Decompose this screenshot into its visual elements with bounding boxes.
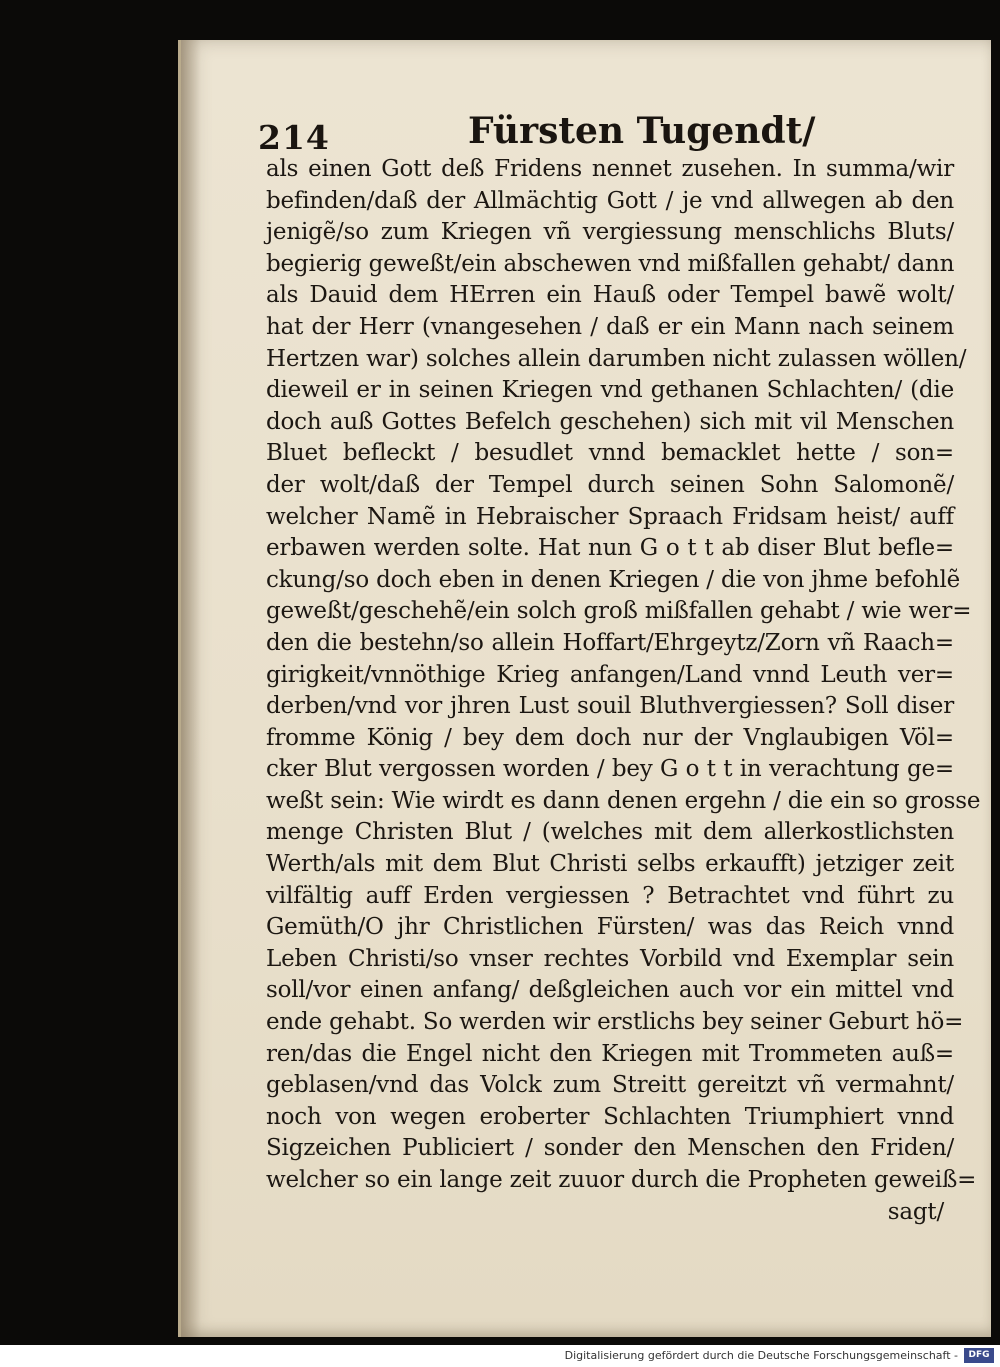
- funding-footer: [0, 1345, 1000, 1367]
- text-line: ende gehabt. So werden wir erstlichs bey seiner Geburt hö=: [266, 1009, 964, 1036]
- text-line: Sigzeichen Publiciert / sonder den Menschen den Friden/: [266, 1135, 954, 1162]
- text-line: fromme König / bey dem doch nur der Vnglaubigen Völ=: [266, 724, 954, 751]
- body-text: [266, 154, 981, 1228]
- text-line: welcher Namẽ in Hebraischer Spraach Fridsam heist/ auff: [266, 503, 954, 530]
- text-line: geweßt/geschehẽ/ein solch groß mißfallen gehabt / wie wer=: [266, 598, 972, 625]
- text-line: doch auß Gottes Befelch geschehen) sich mit vil Menschen: [266, 408, 954, 435]
- text-line: vilfältig auff Erden vergiessen ? Betrachtet vnd führt zu: [266, 882, 954, 909]
- text-line: welcher so ein lange zeit zuuor durch die Propheten geweiß=: [266, 1167, 977, 1193]
- text-line: girigkeit/vnnöthige Krieg anfangen/Land vnnd Leuth ver=: [266, 661, 954, 688]
- text-line: Bluet befleckt / besudlet vnnd bemacklet hette / son=: [266, 440, 954, 467]
- dfg-logo-icon: DFG: [964, 1348, 994, 1363]
- text-line: jenigẽ/so zum Kriegen vñ vergiessung menschlichs Bluts/: [266, 219, 954, 246]
- text-line: Gemüth/O jhr Christlichen Fürsten/ was das Reich vnnd: [266, 914, 954, 941]
- text-line: dieweil er in seinen Kriegen vnd gethanen Schlachten/ (die: [266, 377, 954, 404]
- running-title: Fürsten Tugendt/: [468, 110, 816, 152]
- text-line: noch von wegen eroberter Schlachten Triumphiert vnnd: [266, 1103, 954, 1130]
- text-line: cker Blut vergossen worden / bey G o t t in verachtung ge=: [266, 756, 954, 783]
- text-line: ren/das die Engel nicht den Kriegen mit Trommeten auß=: [266, 1040, 954, 1067]
- text-line: begierig geweßt/ein abschewen vnd mißfallen gehabt/ dann: [266, 250, 955, 277]
- text-line: als Dauid dem HErren ein Hauß oder Tempel bawẽ wolt/: [266, 282, 954, 309]
- page-number: 214: [258, 118, 330, 157]
- text-line: menge Christen Blut / (welches mit dem allerkostlichsten: [266, 819, 954, 846]
- text-line: befinden/daß der Allmächtig Gott / je vnd allwegen ab den: [266, 187, 954, 214]
- page-gutter-shadow: [181, 40, 201, 1337]
- text-line: den die bestehn/so allein Hoffart/Ehrgeytz/Zorn vñ Raach=: [266, 629, 954, 656]
- text-line: geblasen/vnd das Volck zum Streitt gereitzt vñ vermahnt/: [266, 1072, 954, 1099]
- catchword: sagt/: [887, 1198, 944, 1225]
- text-line: soll/vor einen anfang/ deßgleichen auch vor ein mittel vnd: [266, 977, 954, 1004]
- funding-notice: Digitalisierung gefördert durch die Deutsche Forschungsgemeinschaft -: [564, 1349, 958, 1362]
- text-line: hat der Herr (vnangesehen / daß er ein Mann nach seinem: [266, 313, 954, 340]
- text-line: weßt sein: Wie wirdt es dann denen ergehn / die ein so grosse: [266, 787, 981, 814]
- text-line: als einen Gott deß Fridens nennet zusehen. In summa/wir: [266, 156, 954, 182]
- text-line: ckung/so doch eben in denen Kriegen / die von jhme befohlẽ: [266, 566, 961, 593]
- text-line: derben/vnd vor jhren Lust souil Bluthvergiessen? Soll diser: [266, 693, 954, 720]
- text-line: Leben Christi/so vnser rechtes Vorbild vnd Exemplar sein: [266, 945, 954, 972]
- text-line: der wolt/daß der Tempel durch seinen Sohn Salomonẽ/: [266, 471, 954, 498]
- text-line: Hertzen war) solches allein darumben nicht zulassen wöllen/: [266, 345, 967, 372]
- text-line: erbawen werden solte. Hat nun G o t t ab diser Blut befle=: [266, 535, 954, 562]
- text-line: Werth/als mit dem Blut Christi selbs erkaufft) jetziger zeit: [266, 851, 954, 878]
